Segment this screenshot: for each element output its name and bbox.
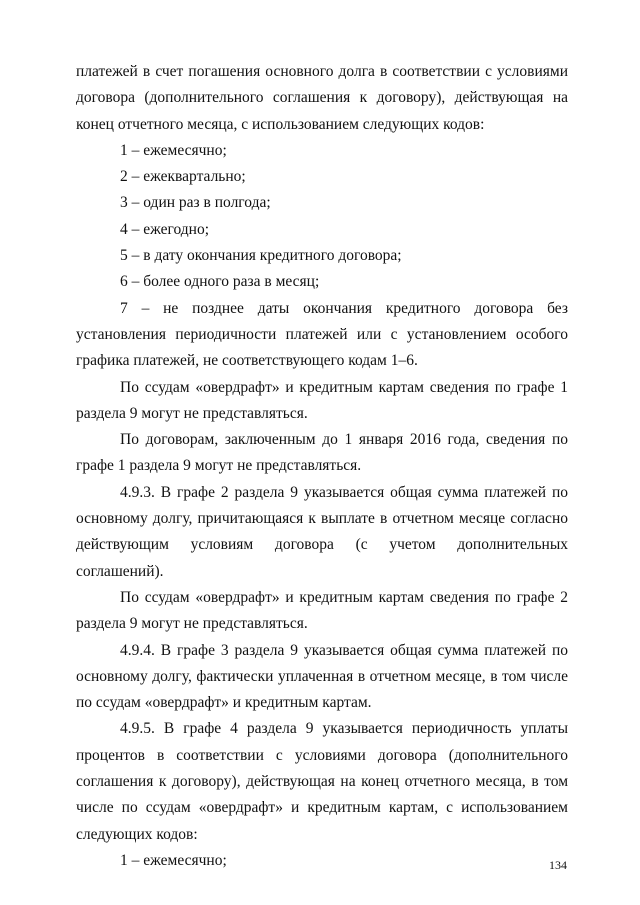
paragraph-4-9-3: 4.9.3. В графе 2 раздела 9 указывается общая сумма платежей по основному долгу, причитающаяся к выплате в отчетном месяце согласно действующим условиям договора (с учетом дополнительных соглашений). [76,483,568,580]
paragraph-overdraft-graph-2: По ссудам «овердрафт» и кредитным картам сведения по графе 2 раздела 9 могут не представляться. [76,588,568,633]
code-item-3: 3 – один раз в полгода; [120,194,271,212]
code-item-2: 2 – ежеквартально; [120,168,246,186]
code-item-1: 1 – ежемесячно; [120,141,227,159]
code-item-4: 4 – ежегодно; [120,220,210,238]
body-text [76,59,568,874]
interest-code-item-1: 1 – ежемесячно; [120,851,227,869]
code-item-7: 7 – не позднее даты окончания кредитного договора без установления периодичности платежей или с установлением особого графика платежей, не соответствующего кодам 1–6. [76,299,568,370]
paragraph-4-9-5: 4.9.5. В графе 4 раздела 9 указывается периодичность уплаты процентов в соответствии с условиями договора (дополнительного соглашения к договору), действующая на конец отчетного месяца, в том числе по ссудам «овердрафт» и кредитным картам, с использованием следующих кодов: [76,720,568,843]
page-number: 134 [549,858,567,872]
paragraph-overdraft-graph-1: По ссудам «овердрафт» и кредитным картам сведения по графе 1 раздела 9 могут не представляться. [76,378,568,422]
code-item-5: 5 – в дату окончания кредитного договора; [120,247,402,265]
code-item-6: 6 – более одного раза в месяц; [120,273,320,291]
paragraph-continuation: платежей в счет погашения основного долга в соответствии с условиями договора (дополнительного соглашения к договору), действующая на конец отчетного месяца, с использованием следующих кодов: [76,63,568,133]
paragraph-4-9-4: 4.9.4. В графе 3 раздела 9 указывается общая сумма платежей по основному долгу, фактически уплаченная в отчетном месяце, в том числе по ссудам «овердрафт» и кредитным картам. [76,641,568,712]
paragraph-contracts-2016: По договорам, заключенным до 1 января 2016 года, сведения по графе 1 раздела 9 могут не представляться. [76,431,568,475]
